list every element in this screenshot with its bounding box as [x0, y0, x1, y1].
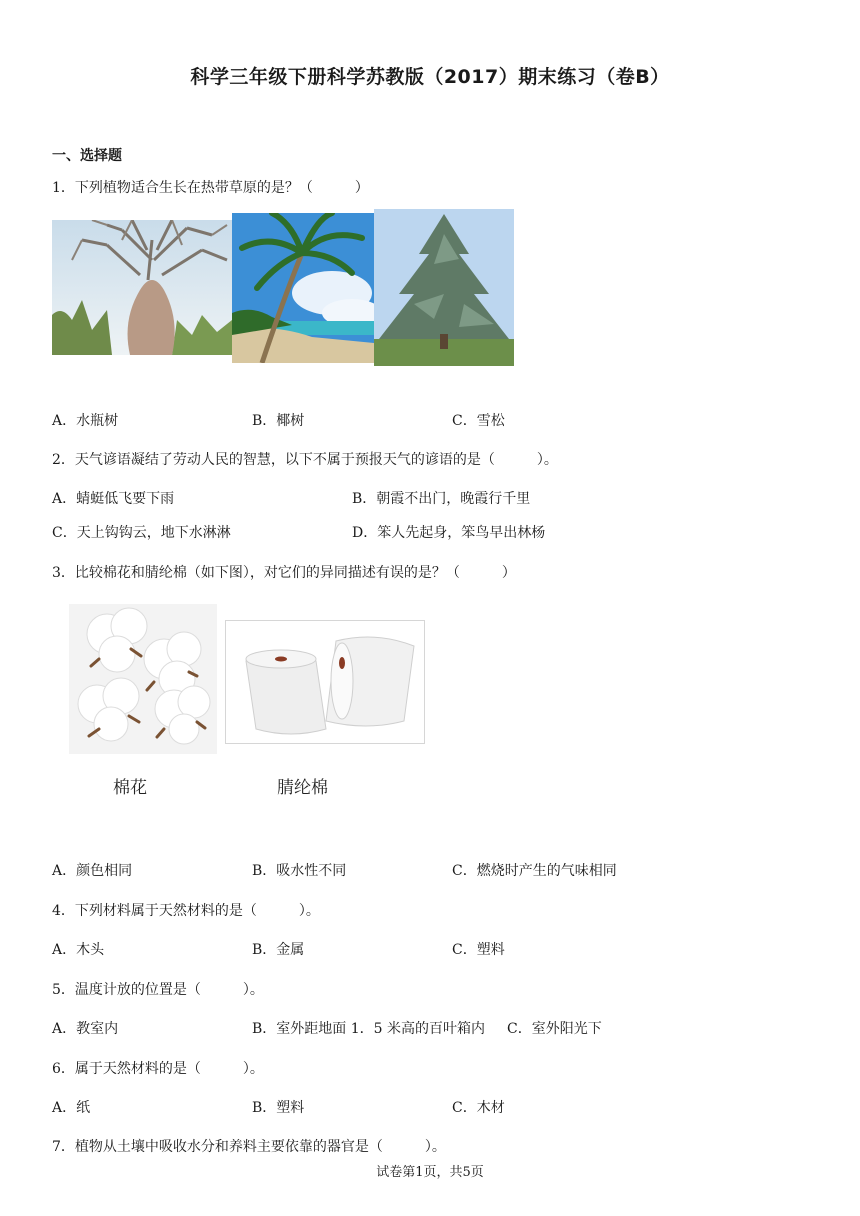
q6-option-c[interactable]: C．木材 — [452, 1100, 505, 1116]
q2-option-b[interactable]: B．朝霞不出门，晚霞行千里 — [352, 491, 531, 507]
q2-option-c[interactable]: C．天上钩钩云，地下水淋淋 — [52, 525, 231, 541]
q5-option-a[interactable]: A．教室内 — [52, 1021, 119, 1037]
page-title: 科学三年级下册科学苏教版（2017）期末练习（卷B） — [190, 66, 670, 88]
question-3-stem: 3．比较棉花和腈纶棉（如下图），对它们的异同描述有误的是？（ ） — [52, 565, 516, 581]
q4-option-a[interactable]: A．木头 — [52, 942, 105, 958]
cotton-caption: 棉花 — [113, 778, 147, 798]
q5-option-b[interactable]: B．室外距地面 1．5 米高的百叶箱内 — [252, 1021, 486, 1037]
q2-option-d[interactable]: D．笨人先起身，笨鸟早出林杨 — [352, 525, 546, 541]
question-2-stem: 2．天气谚语凝结了劳动人民的智慧，以下不属于预报天气的谚语的是（ ）。 — [52, 452, 558, 468]
q1-option-a[interactable]: A．水瓶树 — [52, 413, 119, 429]
bottle-tree-photo — [52, 220, 232, 355]
cotton-photo — [69, 604, 217, 754]
acrylic-caption: 腈纶棉 — [277, 778, 328, 798]
question-4-stem: 4．下列材料属于天然材料的是（ ）。 — [52, 903, 320, 919]
cedar-tree-photo — [374, 209, 514, 366]
q1-option-b[interactable]: B．椰树 — [252, 413, 305, 429]
q6-option-b[interactable]: B．塑料 — [252, 1100, 305, 1116]
page-footer: 试卷第1页，共5页 — [376, 1165, 484, 1180]
question-7-stem: 7．植物从土壤中吸收水分和养料主要依靠的器官是（ ）。 — [52, 1139, 446, 1155]
coconut-palm-photo — [232, 213, 374, 363]
acrylic-cotton-photo — [225, 620, 425, 744]
question-6-stem: 6．属于天然材料的是（ ）。 — [52, 1061, 264, 1077]
q3-option-c[interactable]: C．燃烧时产生的气味相同 — [452, 863, 617, 879]
q4-option-b[interactable]: B．金属 — [252, 942, 305, 958]
q5-option-c[interactable]: C．室外阳光下 — [507, 1021, 602, 1037]
section-heading: 一、选择题 — [52, 148, 122, 164]
q3-option-b[interactable]: B．吸水性不同 — [252, 863, 347, 879]
question-1-stem: 1．下列植物适合生长在热带草原的是？（ ） — [52, 180, 369, 196]
q3-option-a[interactable]: A．颜色相同 — [52, 863, 133, 879]
q6-option-a[interactable]: A．纸 — [52, 1100, 91, 1116]
q2-option-a[interactable]: A．蜻蜓低飞要下雨 — [52, 491, 175, 507]
question-5-stem: 5．温度计放的位置是（ ）。 — [52, 982, 264, 998]
q1-option-c[interactable]: C．雪松 — [452, 413, 505, 429]
q4-option-c[interactable]: C．塑料 — [452, 942, 505, 958]
